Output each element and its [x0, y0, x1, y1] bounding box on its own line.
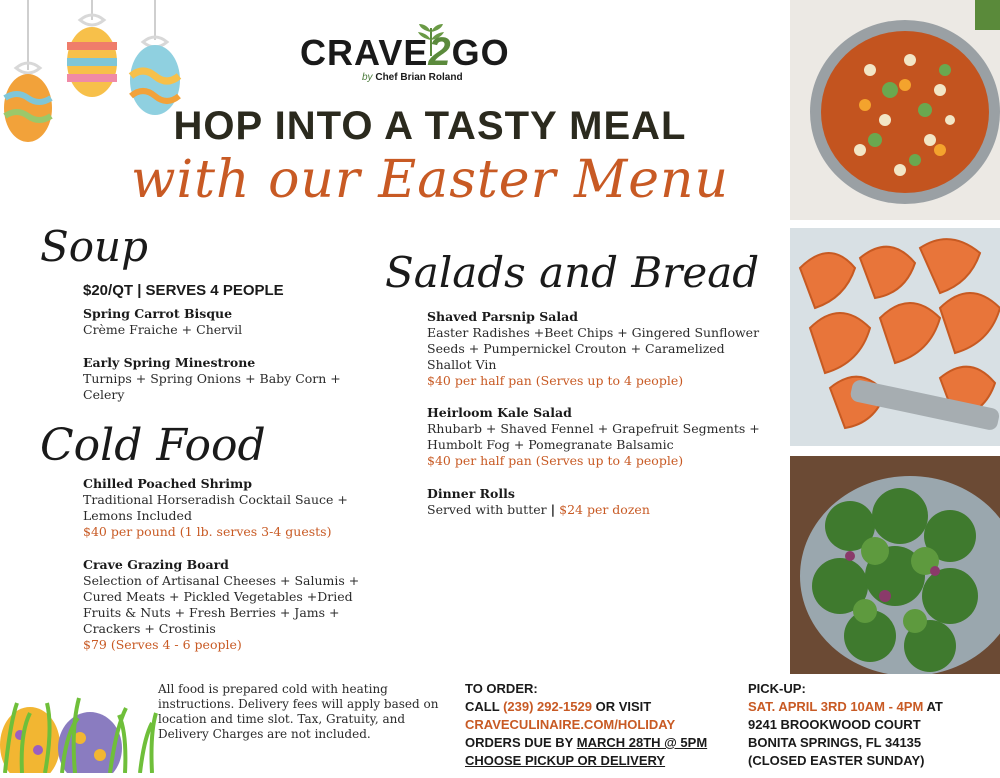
- menu-item: [427, 405, 767, 469]
- menu-item: [427, 486, 767, 518]
- menu-item-desc: Easter Radishes +Beet Chips + Gingered Sunflower: [427, 325, 760, 340]
- menu-item-desc-line: [427, 502, 767, 518]
- menu-item: [427, 309, 767, 389]
- order-call-suffix: OR VISIT: [595, 699, 652, 714]
- logo-word-go: GO: [451, 32, 510, 73]
- menu-item: [83, 306, 363, 338]
- menu-item-desc: Shallot Vin: [427, 357, 497, 372]
- menu-item-desc: Rhubarb + Shaved Fennel + Grapefruit Segments +: [427, 421, 760, 436]
- menu-item-desc: Cured Meats + Pickled Vegetables +Dried: [83, 589, 353, 604]
- menu-item-name: Shaved Parsnip Salad: [427, 309, 578, 324]
- shrimp-photo: [790, 228, 1000, 446]
- menu-item-desc: Fruits & Nuts + Fresh Berries + Jams +: [83, 605, 340, 620]
- logo-word-crave: CRAVE: [300, 32, 429, 73]
- order-due-date: MARCH 28TH @ 5PM: [576, 735, 708, 750]
- logo-wordmark: [300, 30, 510, 75]
- menu-item-price: $40 per half pan (Serves up to 4 people): [427, 453, 684, 468]
- menu-item-price: $40 per pound (1 lb. serves 3-4 guests): [83, 524, 332, 539]
- logo-word-two: 2: [428, 30, 452, 74]
- order-call-line: [465, 698, 707, 716]
- page-subtitle: with our Easter Menu: [131, 150, 729, 210]
- page-title: HOP INTO A TASTY MEAL: [173, 104, 687, 148]
- pickup-address-line2: BONITA SPRINGS, FL 34135: [748, 735, 922, 750]
- kale-icon: [790, 456, 1000, 674]
- order-website-link[interactable]: CRAVECULINAIRE.COM/HOLIDAY: [465, 717, 676, 732]
- pickup-address-line1: 9241 BROOKWOOD COURT: [748, 717, 921, 732]
- order-due-line: [465, 734, 707, 752]
- menu-item-desc: Crème Fraiche + Chervil: [83, 322, 243, 337]
- menu-item-desc: Turnips + Spring Onions + Baby Corn +: [83, 371, 341, 386]
- menu-item: [83, 476, 383, 540]
- menu-item-name: Early Spring Minestrone: [83, 355, 256, 370]
- menu-item-desc: Celery: [83, 387, 125, 402]
- menu-item-name: Spring Carrot Bisque: [83, 306, 233, 321]
- cold-food-heading: Cold Food: [40, 420, 266, 471]
- menu-item: [83, 557, 383, 653]
- order-call-prefix: CALL: [465, 699, 500, 714]
- salads-heading: Salads and Bread: [385, 248, 760, 297]
- pickup-time: SAT. APRIL 3RD 10AM - 4PM: [748, 699, 924, 714]
- menu-item-desc: Lemons Included: [83, 508, 192, 523]
- menu-item-price: $79 (Serves 4 - 6 people): [83, 637, 242, 652]
- shrimp-icon: [790, 228, 1000, 446]
- brand-logo: [300, 22, 545, 92]
- menu-item-desc: Traditional Horseradish Cocktail Sauce +: [83, 492, 348, 507]
- menu-item-desc: Crackers + Crostinis: [83, 621, 216, 636]
- separator: |: [550, 502, 556, 517]
- logo-byline: [362, 72, 463, 83]
- kale-salad-photo: [790, 456, 1000, 674]
- easter-basket-icon: [0, 660, 160, 773]
- pickup-closed-note: (CLOSED EASTER SUNDAY): [748, 753, 925, 768]
- soup-heading: Soup: [40, 222, 148, 271]
- order-info: [465, 680, 707, 770]
- pickup-at: AT: [926, 699, 943, 714]
- menu-item-name: Crave Grazing Board: [83, 557, 229, 572]
- menu-item-name: Heirloom Kale Salad: [427, 405, 572, 420]
- order-title: TO ORDER:: [465, 681, 538, 696]
- pickup-title: PICK-UP:: [748, 681, 806, 696]
- menu-item: [83, 355, 363, 403]
- soup-price-header: $20/QT | SERVES 4 PEOPLE: [83, 282, 284, 299]
- grass-eggs: [0, 660, 160, 773]
- menu-item-desc: Selection of Artisanal Cheeses + Salumis +: [83, 573, 360, 588]
- pickup-when-line: [748, 698, 943, 716]
- disclaimer-note: All food is prepared cold with heating instructions. Delivery fees will apply based on location and time slot. Tax, Gratuity, and Delivery Charges are not included.: [158, 682, 439, 741]
- menu-item-desc: Served with butter: [427, 502, 547, 517]
- logo-by-prefix: by: [362, 72, 373, 83]
- soup-pot-icon: [790, 0, 1000, 220]
- menu-item-name: Chilled Poached Shrimp: [83, 476, 252, 491]
- pickup-info: [748, 680, 943, 770]
- menu-item-price: $40 per half pan (Serves up to 4 people): [427, 373, 684, 388]
- menu-item-desc: Humbolt Fog + Pomegranate Balsamic: [427, 437, 674, 452]
- menu-item-price: $24 per dozen: [559, 502, 650, 517]
- order-choose-option: CHOOSE PICKUP OR DELIVERY: [465, 753, 666, 768]
- logo-chef-name: Chef Brian Roland: [375, 72, 463, 83]
- menu-item-desc: Seeds + Pumpernickel Crouton + Caramelized: [427, 341, 725, 356]
- order-due-prefix: ORDERS DUE BY: [465, 735, 574, 750]
- minestrone-photo: [790, 0, 1000, 220]
- order-phone-link[interactable]: (239) 292-1529: [503, 699, 592, 714]
- menu-item-name: Dinner Rolls: [427, 486, 515, 501]
